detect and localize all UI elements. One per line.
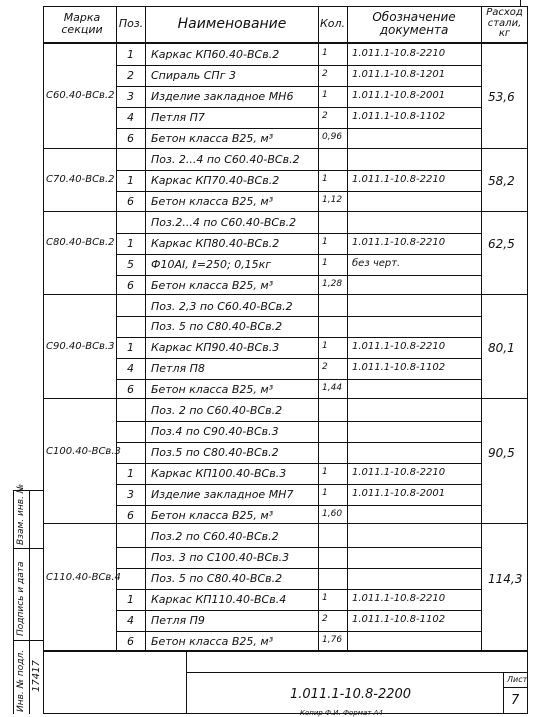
row-steel: 58,2 — [488, 173, 515, 188]
side-sign-label: Подпись и дата — [16, 561, 26, 636]
row-name: Бетон класса В25, м³ — [151, 383, 274, 397]
sheet-cell-left — [503, 672, 504, 714]
side-inv-label: Инв. № подл. — [16, 649, 26, 712]
row-name: Изделие закладное МН7 — [151, 488, 294, 502]
header-mark: Марка секции — [61, 11, 103, 36]
row-steel: 62,5 — [488, 236, 515, 251]
row-pos: 6 — [127, 383, 134, 397]
row-doc: без черт. — [352, 257, 401, 269]
col-line-name — [145, 6, 146, 651]
row-line — [116, 442, 481, 443]
row-line — [116, 254, 481, 255]
row-qty: 2 — [322, 110, 328, 121]
row-pos: 4 — [127, 110, 134, 124]
row-pos: 6 — [127, 194, 134, 208]
row-line — [116, 505, 481, 506]
row-qty: 1 — [322, 592, 328, 603]
row-qty: 1,76 — [322, 634, 343, 645]
header-qty: Кол. — [319, 17, 346, 30]
row-name: Каркас КП90.40-ВСв.3 — [151, 341, 280, 355]
row-pos: 6 — [127, 131, 134, 145]
row-name: Поз. 2,3 по С60.40-ВСв.2 — [151, 299, 293, 313]
row-name: Петля П8 — [151, 362, 205, 376]
frame-right — [527, 6, 528, 714]
row-name: Петля П9 — [151, 613, 205, 627]
row-name: Каркас КП70.40-ВСв.2 — [151, 173, 280, 187]
row-name: Поз.5 по С80.40-ВСв.2 — [151, 446, 279, 460]
row-doc: 1.011.1-10.8-2001 — [352, 89, 446, 101]
row-pos: 2 — [127, 68, 134, 82]
row-name: Поз. 2 по С60.40-ВСв.2 — [151, 404, 283, 418]
row-name: Бетон класса В25, м³ — [151, 194, 274, 208]
row-doc: 1.011.1-10.8-2210 — [352, 236, 446, 248]
sheet-cell-mid — [503, 687, 528, 688]
row-line — [116, 547, 481, 548]
row-name: Петля П7 — [151, 110, 205, 124]
row-mark: С110.40-ВСв.4 — [46, 572, 121, 583]
sheet-label: Лист — [507, 675, 528, 684]
row-pos: 1 — [127, 467, 134, 481]
row-pos: 6 — [127, 634, 134, 648]
row-doc: 1.011.1-10.8-1102 — [352, 362, 446, 374]
header-pos: Поз. — [118, 17, 144, 30]
row-line — [116, 337, 481, 338]
row-name: Поз.2...4 по С60.40-ВСв.2 — [151, 215, 297, 229]
row-qty: 1,12 — [322, 194, 343, 205]
row-mark: С80.40-ВСв.2 — [46, 236, 115, 248]
doc-code: 1.011.1-10.8-2200 — [290, 687, 412, 702]
row-qty: 1 — [322, 467, 328, 478]
title-block-left — [186, 651, 187, 714]
row-qty: 1 — [322, 173, 328, 184]
row-doc: 1.011.1-10.8-2210 — [352, 173, 446, 185]
row-name: Каркас КП110.40-ВСв.4 — [151, 592, 287, 606]
row-steel: 114,3 — [488, 572, 523, 586]
side-strip-mid — [29, 490, 30, 714]
group-sep-4 — [43, 398, 528, 399]
header-doc: Обозначение документа — [372, 10, 456, 37]
row-line — [116, 275, 481, 276]
row-name: Спираль СПг 3 — [151, 68, 236, 82]
row-line — [116, 86, 481, 87]
row-name: Каркас КП80.40-ВСв.2 — [151, 236, 280, 250]
row-line — [116, 379, 481, 380]
title-block-hline — [186, 672, 528, 673]
row-line — [116, 233, 481, 234]
row-qty: 1 — [322, 257, 328, 268]
row-name: Ф10АI, ℓ=250; 0,15кг — [151, 257, 272, 271]
row-qty: 2 — [322, 362, 328, 373]
row-line — [116, 463, 481, 464]
frame-top-tick — [520, 0, 521, 7]
row-name: Каркас КП100.40-ВСв.3 — [151, 467, 287, 481]
row-qty: 1 — [322, 236, 328, 247]
row-pos: 3 — [127, 488, 134, 502]
row-doc: 1.011.1-10.8-2001 — [352, 488, 446, 500]
side-strip-div1 — [13, 548, 44, 549]
row-doc: 1.011.1-10.8-2210 — [352, 48, 446, 59]
row-pos: 6 — [127, 278, 134, 292]
table-bottom — [43, 650, 528, 652]
row-qty: 1,44 — [322, 383, 343, 394]
row-name: Изделие закладное МН6 — [151, 89, 294, 103]
col-line-steel — [481, 6, 482, 651]
row-name: Поз. 5 по С80.40-ВСв.2 — [151, 320, 283, 334]
row-qty: 2 — [322, 68, 328, 79]
row-name: Бетон класса В25, м³ — [151, 278, 274, 292]
row-qty: 1 — [322, 48, 328, 58]
row-doc: 1.011.1-10.8-1102 — [352, 613, 446, 625]
row-qty: 0,96 — [322, 131, 343, 142]
row-mark: С70.40-ВСв.2 — [46, 173, 115, 185]
frame-left — [43, 6, 44, 714]
group-sep-3 — [43, 294, 528, 295]
row-doc: 1.011.1-10.8-1102 — [352, 110, 446, 122]
sheet-number: 7 — [511, 693, 520, 708]
bottom-note: Копир Ф.И. Формат А4 — [300, 709, 383, 717]
row-name: Бетон класса В25, м³ — [151, 634, 274, 648]
row-steel: 53,6 — [488, 89, 515, 104]
side-replace-label: Взам. инв. № — [16, 483, 26, 545]
header-steel: Расход стали, кг — [486, 7, 523, 39]
row-line — [116, 170, 481, 171]
row-line — [116, 610, 481, 611]
row-line — [116, 128, 481, 129]
row-mark: С90.40-ВСв.3 — [46, 341, 115, 353]
row-line — [116, 191, 481, 192]
row-pos: 1 — [127, 592, 134, 606]
row-name: Поз. 2...4 по С60.40-ВСв.2 — [151, 152, 300, 166]
side-strip-border — [13, 490, 14, 714]
row-line — [116, 631, 481, 632]
col-line-doc — [347, 6, 348, 651]
row-doc: 1.011.1-10.8-1201 — [352, 68, 446, 80]
row-steel: 90,5 — [488, 446, 515, 461]
row-pos: 1 — [127, 173, 134, 187]
row-pos: 1 — [127, 236, 134, 250]
col-line-pos — [116, 6, 117, 651]
row-steel: 80,1 — [488, 341, 515, 356]
side-strip-div2 — [13, 640, 44, 641]
row-line — [116, 358, 481, 359]
row-qty: 2 — [322, 613, 328, 624]
row-line — [116, 421, 481, 422]
row-doc: 1.011.1-10.8-2210 — [352, 467, 446, 479]
row-line — [116, 65, 481, 66]
row-qty: 1,28 — [322, 278, 343, 289]
group-sep-2 — [43, 211, 528, 212]
row-pos: 4 — [127, 362, 134, 376]
row-pos: 1 — [127, 341, 134, 355]
row-name: Поз.2 по С60.40-ВСв.2 — [151, 530, 279, 544]
row-line — [116, 107, 481, 108]
row-mark: С60.40-ВСв.2 — [46, 89, 115, 101]
row-doc: 1.011.1-10.8-2210 — [352, 341, 446, 353]
header-name: Наименование — [177, 16, 287, 32]
row-doc: 1.011.1-10.8-2210 — [352, 592, 446, 604]
row-line — [116, 316, 481, 317]
row-name: Поз. 5 по С80.40-ВСв.2 — [151, 572, 283, 585]
col-line-qty — [318, 6, 319, 651]
row-name: Каркас КП60.40-ВСв.2 — [151, 48, 280, 61]
group-sep-1 — [43, 148, 528, 149]
group-sep-5 — [43, 523, 528, 524]
row-pos: 5 — [127, 257, 134, 271]
row-name: Поз. 3 по С100.40-ВСв.3 — [151, 551, 290, 565]
row-pos: 3 — [127, 89, 134, 103]
row-pos: 6 — [127, 509, 134, 523]
row-qty: 1 — [322, 488, 328, 499]
row-name: Бетон класса В25, м³ — [151, 131, 274, 145]
row-line — [116, 484, 481, 485]
row-name: Бетон класса В25, м³ — [151, 509, 274, 523]
row-pos: 4 — [127, 613, 134, 627]
side-inv-value: 17417 — [31, 660, 42, 692]
row-qty: 1 — [322, 341, 328, 352]
header-bottom-line — [43, 42, 528, 44]
row-line — [116, 589, 481, 590]
row-qty: 1,60 — [322, 509, 343, 520]
row-pos: 1 — [127, 48, 134, 61]
frame-bottom — [43, 713, 528, 714]
row-qty: 1 — [322, 89, 328, 100]
row-name: Поз.4 по С90.40-ВСв.3 — [151, 425, 279, 439]
row-line — [116, 568, 481, 569]
row-mark: С100.40-ВСв.3 — [46, 446, 121, 458]
